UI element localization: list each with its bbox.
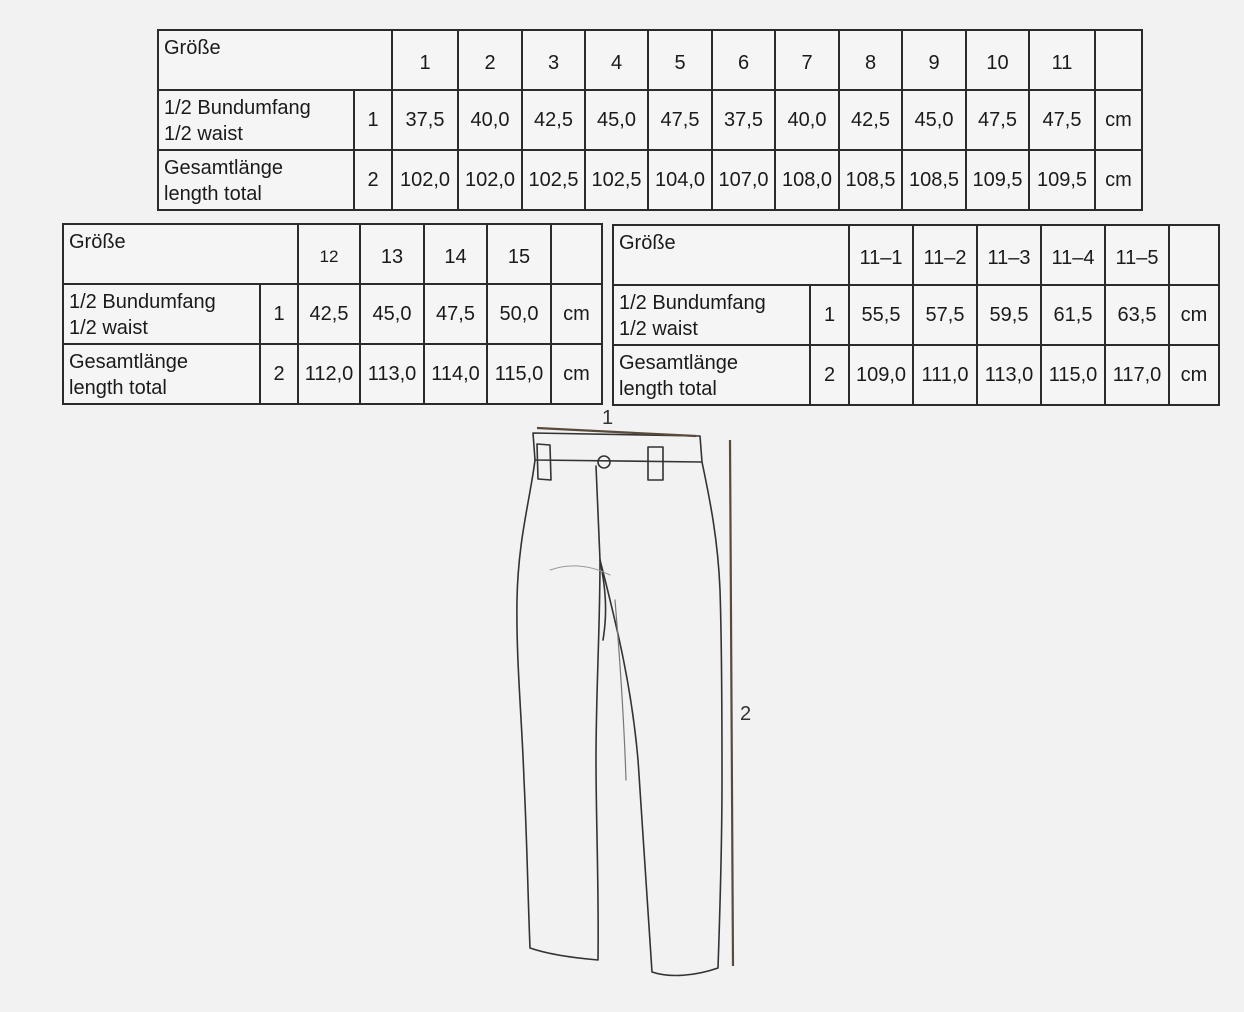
length-value: 102,0 xyxy=(392,150,458,210)
size-cell: 11–1 xyxy=(849,225,913,285)
size-table-2 xyxy=(62,223,603,405)
size-cell: 2 xyxy=(458,30,522,90)
waist-value: 45,0 xyxy=(585,90,648,150)
size-cell: 15 xyxy=(487,224,551,284)
length-value: 109,5 xyxy=(1029,150,1095,210)
waist-value: 37,5 xyxy=(712,90,775,150)
size-row xyxy=(63,224,602,284)
length-value: 111,0 xyxy=(913,345,977,405)
size-cell: 11–5 xyxy=(1105,225,1169,285)
length-label-en: length total xyxy=(69,377,167,399)
fly-line xyxy=(596,466,600,560)
empty-cell xyxy=(1095,30,1142,90)
length-value: 102,5 xyxy=(585,150,648,210)
waist-label-en: 1/2 waist xyxy=(164,123,243,145)
right-leg-outline xyxy=(600,462,722,975)
waist-value: 47,5 xyxy=(1029,90,1095,150)
waist-value: 47,5 xyxy=(966,90,1029,150)
waist-value: 47,5 xyxy=(648,90,712,150)
length-value: 108,5 xyxy=(839,150,902,210)
length-value: 102,5 xyxy=(522,150,585,210)
waist-value: 47,5 xyxy=(424,284,487,344)
waist-value: 63,5 xyxy=(1105,285,1169,345)
waist-row xyxy=(158,90,1142,150)
size-cell: 7 xyxy=(775,30,839,90)
length-label xyxy=(613,345,810,405)
length-label xyxy=(63,344,260,404)
waist-label xyxy=(63,284,260,344)
size-cell: 3 xyxy=(522,30,585,90)
unit-cell: cm xyxy=(551,344,602,404)
size-cell: 10 xyxy=(966,30,1029,90)
waist-value: 50,0 xyxy=(487,284,551,344)
left-leg-outline xyxy=(517,460,600,960)
length-measure-line xyxy=(730,440,733,966)
size-row xyxy=(613,225,1219,285)
length-value: 115,0 xyxy=(1041,345,1105,405)
waist-label xyxy=(613,285,810,345)
belt-loop xyxy=(537,444,551,480)
length-value: 107,0 xyxy=(712,150,775,210)
trousers-diagram xyxy=(500,400,790,990)
size-cell: 1 xyxy=(392,30,458,90)
size-cell: 14 xyxy=(424,224,487,284)
size-cell: 12 xyxy=(298,224,360,284)
waist-row xyxy=(613,285,1219,345)
length-label-de: Gesamtlänge xyxy=(164,157,283,179)
size-cell: 9 xyxy=(902,30,966,90)
length-label-de: Gesamtlänge xyxy=(69,351,188,373)
size-cell: 11 xyxy=(1029,30,1095,90)
length-row xyxy=(63,344,602,404)
waist-label-de: 1/2 Bundumfang xyxy=(69,291,216,313)
size-cell: 6 xyxy=(712,30,775,90)
length-value: 109,5 xyxy=(966,150,1029,210)
size-cell: 4 xyxy=(585,30,648,90)
waist-value: 42,5 xyxy=(298,284,360,344)
length-value: 114,0 xyxy=(424,344,487,404)
button-shape xyxy=(598,456,610,468)
size-header: Größe xyxy=(158,30,392,90)
waist-value: 42,5 xyxy=(522,90,585,150)
waist-label-de: 1/2 Bundumfang xyxy=(619,292,766,314)
size-table-3 xyxy=(612,224,1220,406)
belt-loop xyxy=(648,447,663,480)
length-value: 109,0 xyxy=(849,345,913,405)
length-value: 113,0 xyxy=(360,344,424,404)
size-cell: 13 xyxy=(360,224,424,284)
empty-cell xyxy=(1169,225,1219,285)
length-number: 2 xyxy=(260,344,298,404)
waist-label-en: 1/2 waist xyxy=(619,318,698,340)
size-cell: 5 xyxy=(648,30,712,90)
length-value: 102,0 xyxy=(458,150,522,210)
waist-label xyxy=(158,90,354,150)
unit-cell: cm xyxy=(1095,90,1142,150)
size-cell: 11–4 xyxy=(1041,225,1105,285)
waistband-outline xyxy=(533,433,702,462)
waist-value: 40,0 xyxy=(458,90,522,150)
length-label-en: length total xyxy=(164,183,262,205)
waist-number: 1 xyxy=(354,90,392,150)
length-label xyxy=(158,150,354,210)
waist-marker-label: 1 xyxy=(602,407,614,429)
size-cell: 11–3 xyxy=(977,225,1041,285)
size-cell: 8 xyxy=(839,30,902,90)
waist-value: 59,5 xyxy=(977,285,1041,345)
length-label-en: length total xyxy=(619,378,717,400)
size-cell: 11–2 xyxy=(913,225,977,285)
length-value: 113,0 xyxy=(977,345,1041,405)
waist-label-en: 1/2 waist xyxy=(69,317,148,339)
unit-cell: cm xyxy=(1169,345,1219,405)
empty-cell xyxy=(551,224,602,284)
length-value: 104,0 xyxy=(648,150,712,210)
size-table-1 xyxy=(157,29,1143,211)
unit-cell: cm xyxy=(1169,285,1219,345)
waist-value: 57,5 xyxy=(913,285,977,345)
unit-cell: cm xyxy=(1095,150,1142,210)
length-value: 115,0 xyxy=(487,344,551,404)
waist-number: 1 xyxy=(810,285,849,345)
waist-number: 1 xyxy=(260,284,298,344)
length-label-de: Gesamtlänge xyxy=(619,352,738,374)
unit-cell: cm xyxy=(551,284,602,344)
waist-value: 42,5 xyxy=(839,90,902,150)
length-marker-label: 2 xyxy=(740,703,752,725)
waist-value: 45,0 xyxy=(902,90,966,150)
waist-row xyxy=(63,284,602,344)
length-value: 108,5 xyxy=(902,150,966,210)
waist-value: 37,5 xyxy=(392,90,458,150)
waist-label-de: 1/2 Bundumfang xyxy=(164,97,311,119)
length-value: 112,0 xyxy=(298,344,360,404)
waist-value: 55,5 xyxy=(849,285,913,345)
length-number: 2 xyxy=(354,150,392,210)
waist-value: 40,0 xyxy=(775,90,839,150)
length-value: 117,0 xyxy=(1105,345,1169,405)
length-number: 2 xyxy=(810,345,849,405)
waist-value: 61,5 xyxy=(1041,285,1105,345)
length-row xyxy=(613,345,1219,405)
length-value: 108,0 xyxy=(775,150,839,210)
size-row xyxy=(158,30,1142,90)
waist-value: 45,0 xyxy=(360,284,424,344)
length-row xyxy=(158,150,1142,210)
leg-seam xyxy=(615,600,626,780)
size-header: Größe xyxy=(613,225,849,285)
size-header: Größe xyxy=(63,224,298,284)
